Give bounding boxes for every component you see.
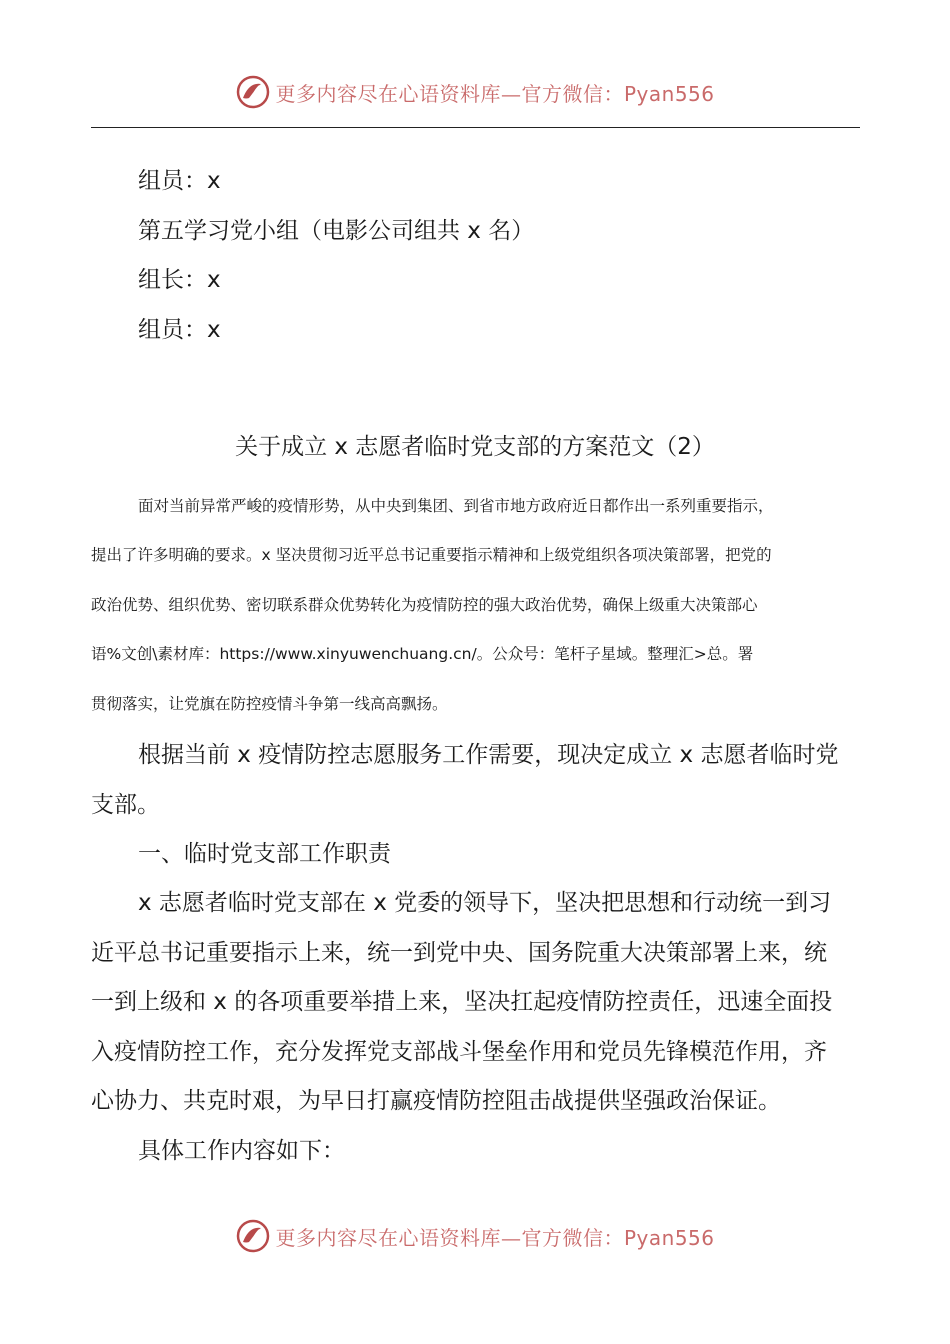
footer-banner-text: 更多内容尽在心语资料库—官方微信：Pyan556: [275, 1225, 715, 1250]
member-line: 组员：x: [138, 168, 221, 194]
paragraph-line: 根据当前 x 疫情防控志愿服务工作需要，现决定成立 x 志愿者临时党: [138, 742, 839, 768]
member-line: 组员：x: [138, 317, 221, 343]
logo-icon: [235, 74, 271, 110]
paragraph-line: 具体工作内容如下：: [138, 1138, 345, 1164]
leader-line: 组长：x: [138, 267, 221, 293]
paragraph-line: 提出了许多明确的要求。x 坚决贯彻习近平总书记重要指示精神和上级党组织各项决策部署，把党的: [91, 546, 772, 564]
paragraph-line: 政治优势、组织优势、密切联系群众优势转化为疫情防控的强大政治优势，确保上级重大决策部心: [91, 596, 758, 614]
section-heading: 一、临时党支部工作职责: [138, 841, 391, 867]
header-banner-text: 更多内容尽在心语资料库—官方微信：Pyan556: [275, 81, 715, 106]
header-divider: [91, 127, 860, 128]
header-banner: [0, 72, 950, 112]
paragraph-line: x 志愿者临时党支部在 x 党委的领导下，坚决把思想和行动统一到习: [138, 890, 832, 916]
logo-icon: [235, 1218, 271, 1254]
paragraph-line: 支部。: [91, 792, 160, 818]
paragraph-line: 贯彻落实，让党旗在防控疫情斗争第一线高高飘扬。: [91, 695, 448, 713]
paragraph-line: 心协力、共克时艰，为早日打赢疫情防控阻击战提供坚强政治保证。: [91, 1088, 781, 1114]
group-heading: 第五学习党小组（电影公司组共 x 名）: [138, 218, 535, 244]
footer-wechat-id: Pyan556: [623, 1225, 715, 1250]
paragraph-line: 入疫情防控工作，充分发挥党支部战斗堡垒作用和党员先锋模范作用，齐: [91, 1039, 827, 1065]
paragraph-line: 语%文创\素材库：https://www.xinyuwenchuang.cn/。公众号：笔杆子星域。整理汇>总。署: [91, 645, 754, 663]
footer-banner: [0, 1216, 950, 1256]
paragraph-line: 面对当前异常严峻的疫情形势，从中央到集团、到省市地方政府近日都作出一系列重要指示，: [138, 497, 774, 515]
paragraph-line: 一到上级和 x 的各项重要举措上来，坚决扛起疫情防控责任，迅速全面投: [91, 989, 833, 1015]
document-title: 关于成立 x 志愿者临时党支部的方案范文（2）: [235, 434, 715, 460]
header-wechat-id: Pyan556: [623, 81, 715, 106]
paragraph-line: 近平总书记重要指示上来，统一到党中央、国务院重大决策部署上来，统: [91, 940, 827, 966]
